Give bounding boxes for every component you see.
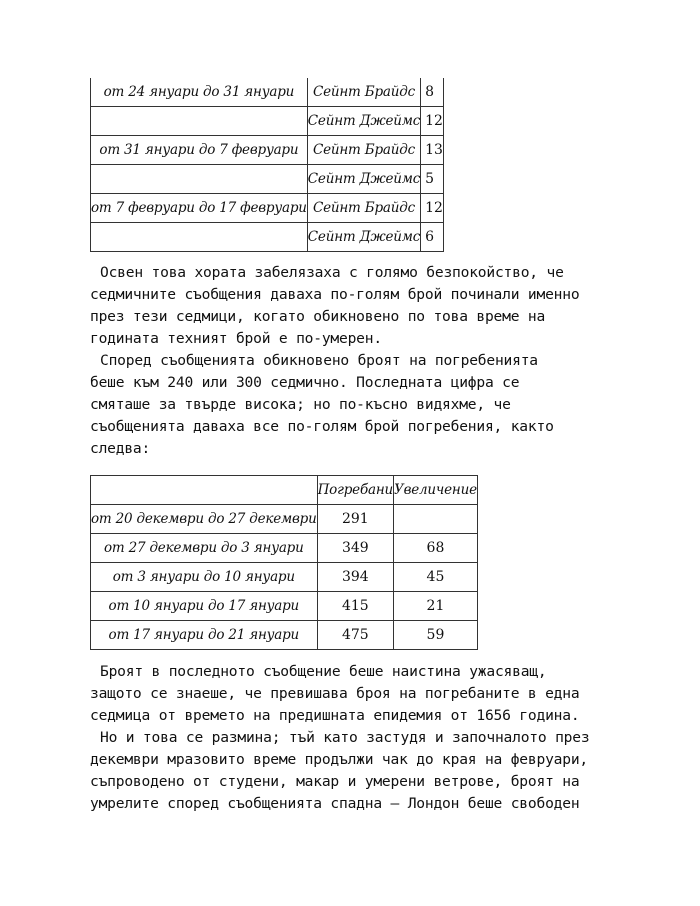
buried-cell: 394 (317, 563, 393, 592)
increase-cell: 45 (394, 563, 478, 592)
parish-cell: Сейнт Брайдс (307, 78, 420, 107)
text-line: Освен това хората забелязаха с голямо безпокойство, че (100, 264, 564, 281)
increase-cell: 59 (394, 621, 478, 650)
count-cell: 12 (421, 107, 444, 136)
text-line: Но и това се размина; тъй като застудя и започналото през (100, 729, 590, 746)
table-row (91, 107, 444, 136)
parish-cell: Сейнт Джеймс (307, 165, 420, 194)
buried-cell: 415 (317, 592, 393, 621)
text-line: защото се знаеше, че превишава броя на погребаните в една (90, 685, 580, 702)
period-cell (91, 165, 308, 194)
count-cell: 6 (421, 223, 444, 252)
count-cell: 8 (421, 78, 444, 107)
period-cell: от 7 февруари до 17 февруари (91, 194, 308, 223)
table-row (91, 136, 444, 165)
header-increase: Увеличение (394, 476, 478, 505)
period-cell: от 27 декември до 3 януари (91, 534, 318, 563)
period-cell: от 31 януари до 7 февруари (91, 136, 308, 165)
table-row (91, 223, 444, 252)
buried-cell: 475 (317, 621, 393, 650)
buried-cell: 349 (317, 534, 393, 563)
increase-cell: 21 (394, 592, 478, 621)
count-cell: 12 (421, 194, 444, 223)
period-cell (91, 107, 308, 136)
increase-cell (394, 505, 478, 534)
paragraph-burial-counts (90, 350, 630, 460)
text-line: годината техният брой е по-умерен. (90, 330, 382, 347)
parish-cell: Сейнт Джеймс (307, 223, 420, 252)
header-empty-cell (91, 476, 318, 505)
period-cell (91, 223, 308, 252)
text-line: декември мразовито време продължи чак до края на февруари, (90, 751, 588, 768)
weekly-burials-table (90, 475, 478, 650)
buried-cell: 291 (317, 505, 393, 534)
table-row (91, 505, 478, 534)
table-row (91, 621, 478, 650)
text-line: съпроводено от студени, макар и умерени ветрове, броят на (90, 773, 580, 790)
text-line: следва: (90, 440, 151, 457)
text-line: седмичните съобщения даваха по-голям брой починали именно (90, 286, 580, 303)
period-cell: от 20 декември до 27 декември (91, 505, 318, 534)
text-line: седмица от времето на предишната епидемия от 1656 година. (90, 707, 580, 724)
period-cell: от 3 януари до 10 януари (91, 563, 318, 592)
table-row (91, 563, 478, 592)
paragraph-last-report (90, 661, 630, 727)
count-cell: 13 (421, 136, 444, 165)
text-line: Броят в последното съобщение беше наистина ужасяващ, (100, 663, 547, 680)
text-line: умрелите според съобщенията спадна – Лондон беше свободен (90, 795, 580, 812)
table-row (91, 194, 444, 223)
text-line: през тези седмици, когато обикновено по това време на (90, 308, 546, 325)
parish-cell: Сейнт Джеймс (307, 107, 420, 136)
text-line: смяташе за твърде висока; но по-късно видяхме, че (90, 396, 511, 413)
parish-cell: Сейнт Брайдс (307, 136, 420, 165)
paragraph-anxiety (90, 262, 630, 350)
text-line: съобщенията даваха все по-голям брой погребения, както (90, 418, 554, 435)
table-row (91, 592, 478, 621)
text-line: беше към 240 или 300 седмично. Последната цифра се (90, 374, 520, 391)
table-header-row (91, 476, 478, 505)
burials-by-parish-table (90, 78, 444, 252)
increase-cell: 68 (394, 534, 478, 563)
table-row (91, 165, 444, 194)
table-row (91, 78, 444, 107)
period-cell: от 24 януари до 31 януари (91, 78, 308, 107)
count-cell: 5 (421, 165, 444, 194)
header-buried: Погребани (317, 476, 393, 505)
text-line: Според съобщенията обикновено броят на погребенията (100, 352, 538, 369)
period-cell: от 10 януари до 17 януари (91, 592, 318, 621)
period-cell: от 17 януари до 21 януари (91, 621, 318, 650)
table-row (91, 534, 478, 563)
parish-cell: Сейнт Брайдс (307, 194, 420, 223)
paragraph-cold-weather (90, 727, 630, 815)
